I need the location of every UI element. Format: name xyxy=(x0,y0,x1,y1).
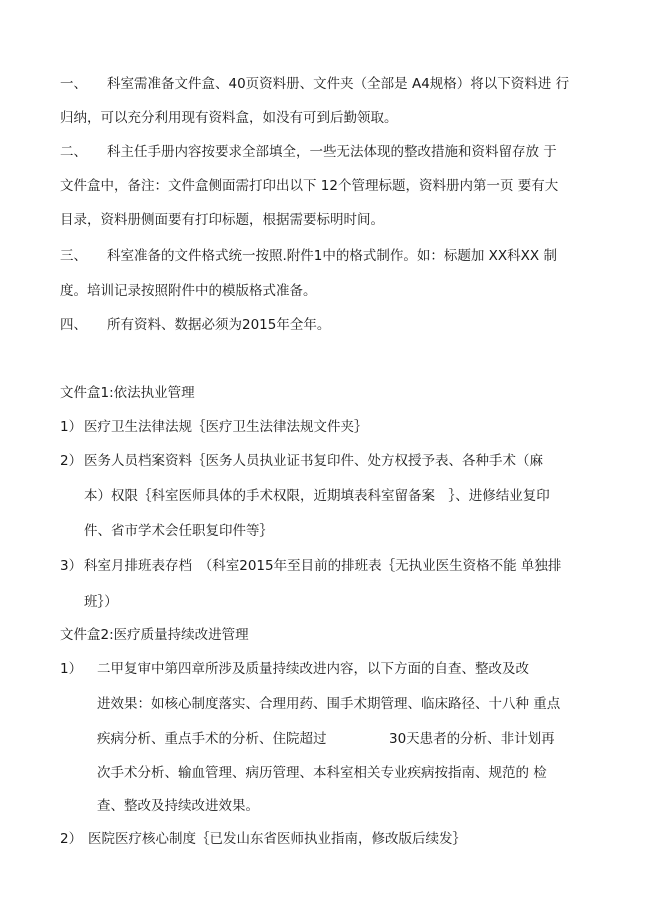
para-2-line-3: 目录，资料册侧面要有打印标题，根据需要标明时间。 xyxy=(60,212,384,228)
box-2-item-1-line-2: 进效果：如核心制度落实、合理用药、围手术期管理、临床路径、十八种 重点 xyxy=(97,696,561,712)
box-1-title: 文件盒1:依法执业管理 xyxy=(60,385,195,401)
box-2-title: 文件盒2:医疗质量持续改进管理 xyxy=(60,627,249,643)
box-2-item-2-number: 2） xyxy=(60,831,83,847)
box-2-item-1-line-1: 二甲复审中第四章所涉及质量持续改进内容，以下方面的自查、整改及改 xyxy=(97,661,529,677)
box-2-item-1-line-3a: 疾病分析、重点手术的分析、住院超过 xyxy=(97,731,327,747)
box-1-item-1-number: 1） xyxy=(60,419,83,435)
box-2-item-1-line-4: 次手术分析、输血管理、病历管理、本科室相关专业疾病按指南、规范的 检 xyxy=(97,765,547,781)
para-4-line-1: 所有资料、数据必须为2015年全年。 xyxy=(107,317,331,333)
box-2-item-1-line-5: 查、整改及持续改进效果。 xyxy=(97,798,259,814)
box-1-item-2-line-1: 医务人员档案资料｛医务人员执业证书复印件、处方权授予表、各种手术（麻 xyxy=(84,453,543,469)
para-2-line-2: 文件盒中，备注：文件盒侧面需打印出以下 12个管理标题，资料册内第一页 要有大 xyxy=(60,178,559,194)
box-1-item-3-line-2: 班｝） xyxy=(84,594,118,610)
para-2-line-1: 科主任手册内容按要求全部填全，一些无法体现的整改措施和资料留存放 于 xyxy=(107,144,557,160)
para-2-number: 二、 xyxy=(60,144,87,160)
box-1-item-3-line-1: 科室月排班表存档 （科室2015年至目前的排班表｛无执业医生资格不能 单独排 xyxy=(84,558,562,574)
para-4-number: 四、 xyxy=(60,317,87,333)
box-1-item-2-line-2: 本）权限｛科室医师具体的手术权限，近期填表科室留备案 ｝、进修结业复印 xyxy=(84,488,550,504)
para-1-line-2: 归纳，可以充分利用现有资料盒，如没有可到后勤领取。 xyxy=(60,110,398,126)
para-1-number: 一、 xyxy=(60,76,87,92)
para-3-line-2: 度。培训记录按照附件中的模版格式准备。 xyxy=(60,283,317,299)
box-1-item-2-line-3: 件、省市学术会任职复印件等｝ xyxy=(84,523,273,539)
box-1-item-2-number: 2） xyxy=(60,453,83,469)
box-1-item-1-line-1: 医疗卫生法律法规｛医疗卫生法律法规文件夹｝ xyxy=(84,419,368,435)
box-2-item-1-line-3b: 30天患者的分析、非计划再 xyxy=(389,731,555,747)
box-2-item-2-line-1: 医院医疗核心制度｛已发山东省医师执业指南，修改版后续发｝ xyxy=(88,831,466,847)
box-2-item-1-number: 1） xyxy=(60,661,83,677)
para-3-number: 三、 xyxy=(60,248,87,264)
para-3-line-1: 科室准备的文件格式统一按照.附件1中的格式制作。如：标题加 XX科XX 制 xyxy=(107,248,557,264)
para-1-line-1: 科室需准备文件盒、40页资料册、文件夹（全部是 A4规格）将以下资料进 行 xyxy=(107,76,570,92)
box-1-item-3-number: 3） xyxy=(60,558,83,574)
